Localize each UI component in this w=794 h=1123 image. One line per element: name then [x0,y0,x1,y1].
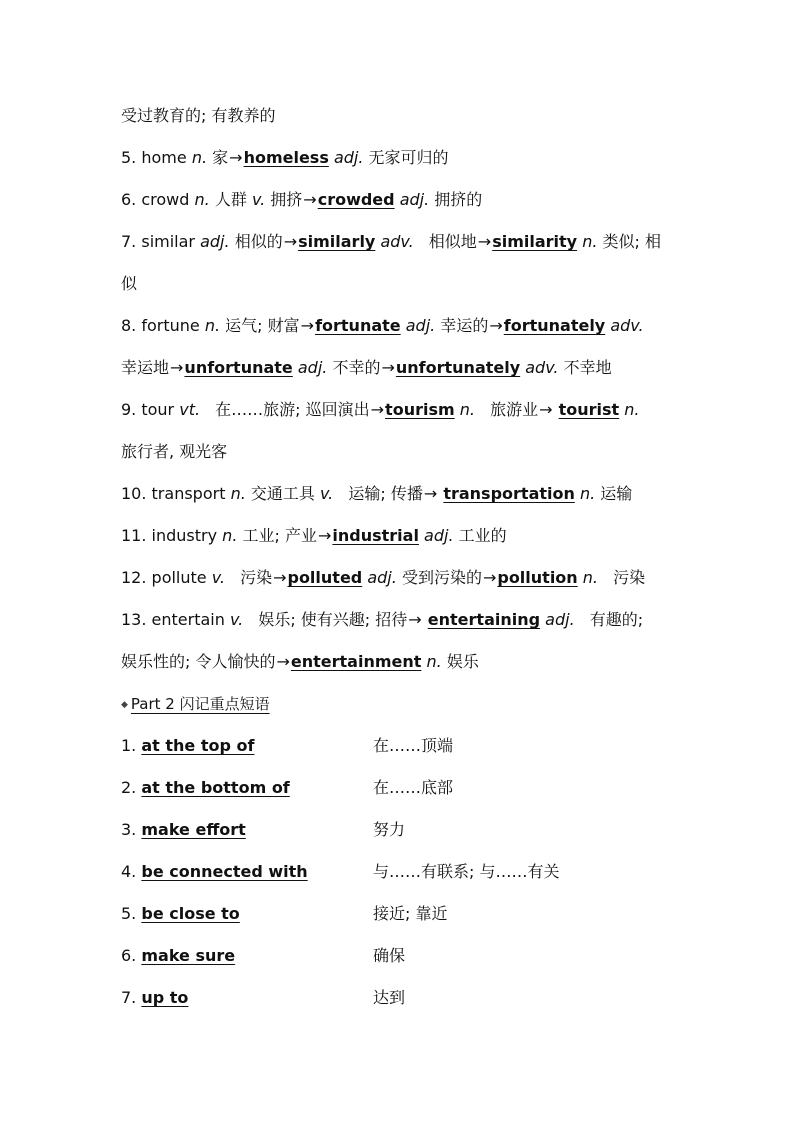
word-meaning: 污染 [613,568,646,587]
phrase-row [121,896,448,932]
phrase-english: be connected with [141,862,308,881]
word-meaning: 幸运地 [121,358,170,377]
word-meaning: 人群 [214,190,247,209]
diamond-icon: ◆ [121,700,128,710]
phrase-row [121,770,454,806]
part-of-speech: n. [624,400,640,419]
phrase-chinese: 在……顶端 [373,736,454,755]
text-line [121,98,275,134]
answer-word: fortunate [315,316,401,335]
part-of-speech: n. [222,526,238,545]
word-meaning: 运输; 传播 [348,484,423,503]
entry-word: 9. tour [121,400,175,419]
word-meaning: 受到污染的 [401,568,482,587]
phrase-chinese: 与……有联系; 与……有关 [373,862,560,881]
phrase-chinese: 在……底部 [373,778,454,797]
answer-word: similarly [298,232,376,251]
arrow-icon: → [283,232,298,251]
arrow-icon: → [408,610,422,629]
word-entry-entertain [121,602,643,638]
arrow-icon: → [477,232,492,251]
phrase-chinese: 确保 [373,946,406,965]
arrow-icon: → [273,568,287,587]
phrase-english: be close to [141,904,240,923]
word-meaning: 娱乐性的; 令人愉快的 [121,652,276,671]
word-meaning: 似 [121,274,138,293]
answer-word: entertaining [427,610,541,629]
entry-word: 7. similar [121,232,195,251]
arrow-icon: → [539,400,553,419]
part-of-speech: adj. [399,190,430,209]
answer-word: pollution [497,568,578,587]
word-entry-industry [121,518,507,554]
phrase-number: 2. [121,778,137,797]
entry-word: 5. home [121,148,187,167]
word-meaning: 工业; 产业 [242,526,317,545]
part-of-speech: n. [579,484,596,503]
phrase-chinese: 努力 [373,820,406,839]
phrase-row [121,938,406,974]
phrase-english: make sure [141,946,236,965]
answer-word: similarity [492,232,578,251]
word-meaning: 幸运的 [440,316,489,335]
answer-word: homeless [243,148,329,167]
word-entry-fortune [121,308,644,344]
part-of-speech: n. [582,232,598,251]
word-meaning: 不幸的 [332,358,381,377]
arrow-icon: → [300,316,315,335]
part-of-speech: adj. [545,610,575,629]
word-meaning: 无家可归的 [368,148,449,167]
phrase-chinese: 接近; 靠近 [373,904,448,923]
part-of-speech: n. [194,190,210,209]
entry-word: 11. industry [121,526,218,545]
answer-word: entertainment [290,652,422,671]
phrase-row [121,728,454,764]
word-meaning: 类似; 相 [602,232,661,251]
answer-word: industrial [332,526,419,545]
arrow-icon: → [423,484,438,503]
word-entry-entertain-cont [121,644,479,680]
word-meaning: 娱乐 [446,652,479,671]
arrow-icon: → [303,190,317,209]
text-line [121,434,227,470]
answer-word: polluted [287,568,363,587]
word-entry-crowd [121,182,482,218]
word-meaning: 运输 [600,484,633,503]
phrase-english: at the top of [141,736,255,755]
entry-word: 13. entertain [121,610,225,629]
word-entry-home [121,140,449,176]
arrow-icon: → [489,316,503,335]
phrase-number: 1. [121,736,137,755]
entry-word: 8. fortune [121,316,200,335]
word-meaning: 运气; 财富 [225,316,300,335]
entry-word: 10. transport [121,484,226,503]
answer-word: fortunately [503,316,606,335]
word-entry-transport [121,476,632,512]
phrase-english: make effort [141,820,246,839]
phrase-number: 6. [121,946,137,965]
word-entry-similar [121,224,661,260]
phrase-number: 7. [121,988,137,1007]
word-meaning: 相似地 [428,232,477,251]
phrase-number: 4. [121,862,137,881]
part-of-speech: n. [582,568,599,587]
part-of-speech: adj. [405,316,436,335]
word-meaning: 不幸地 [563,358,612,377]
part-of-speech: n. [459,400,475,419]
part-of-speech: n. [204,316,221,335]
arrow-icon: → [482,568,497,587]
phrase-number: 3. [121,820,137,839]
part-of-speech: v. [251,190,266,209]
entry-word: 6. crowd [121,190,190,209]
arrow-icon: → [276,652,290,671]
answer-word: tourist [558,400,620,419]
phrase-chinese: 达到 [373,988,406,1007]
part-of-speech: n. [230,484,246,503]
part-of-speech: n. [426,652,442,671]
word-meaning: 工业的 [458,526,507,545]
answer-word: tourism [385,400,455,419]
word-meaning: 受过教育的; 有教养的 [121,106,276,125]
word-meaning: 旅游业 [490,400,539,419]
part-of-speech: n. [191,148,208,167]
part-of-speech: adj. [200,232,230,251]
part-of-speech: adv. [525,358,559,377]
part-of-speech: adj. [333,148,364,167]
text-line [121,266,137,302]
section-title: Part 2 闪记重点短语 [130,695,270,713]
word-meaning: 相似的 [234,232,283,251]
word-meaning: 旅行者, 观光客 [121,442,228,461]
word-meaning: 在……旅游; 巡回演出 [215,400,370,419]
answer-word: unfortunate [184,358,293,377]
arrow-icon: → [381,358,395,377]
answer-word: transportation [443,484,575,503]
arrow-icon: → [229,148,243,167]
part-of-speech: adj. [367,568,397,587]
phrase-english: at the bottom of [141,778,290,797]
word-entry-pollute [121,560,645,596]
arrow-icon: → [370,400,385,419]
word-meaning: 拥挤 [270,190,303,209]
part-of-speech: adj. [424,526,454,545]
word-entry-fortune-cont [121,350,612,386]
phrase-number: 5. [121,904,137,923]
part-of-speech: v. [229,610,244,629]
word-meaning: 有趣的; [589,610,644,629]
arrow-icon: → [317,526,332,545]
phrase-row [121,812,406,848]
phrase-english: up to [141,988,189,1007]
word-meaning: 交通工具 [250,484,315,503]
part-of-speech: adv. [380,232,414,251]
entry-word: 12. pollute [121,568,207,587]
part-of-speech: vt. [179,400,201,419]
word-meaning: 拥挤的 [434,190,483,209]
phrase-row [121,980,406,1016]
section-heading [121,686,270,722]
answer-word: unfortunately [395,358,521,377]
phrase-row [121,854,560,890]
word-entry-tour [121,392,640,428]
part-of-speech: adv. [610,316,644,335]
word-meaning: 娱乐; 使有兴趣; 招待 [258,610,408,629]
answer-word: crowded [317,190,395,209]
part-of-speech: adj. [297,358,328,377]
part-of-speech: v. [211,568,225,587]
part-of-speech: v. [320,484,334,503]
arrow-icon: → [170,358,184,377]
word-meaning: 污染 [240,568,273,587]
word-meaning: 家 [212,148,229,167]
